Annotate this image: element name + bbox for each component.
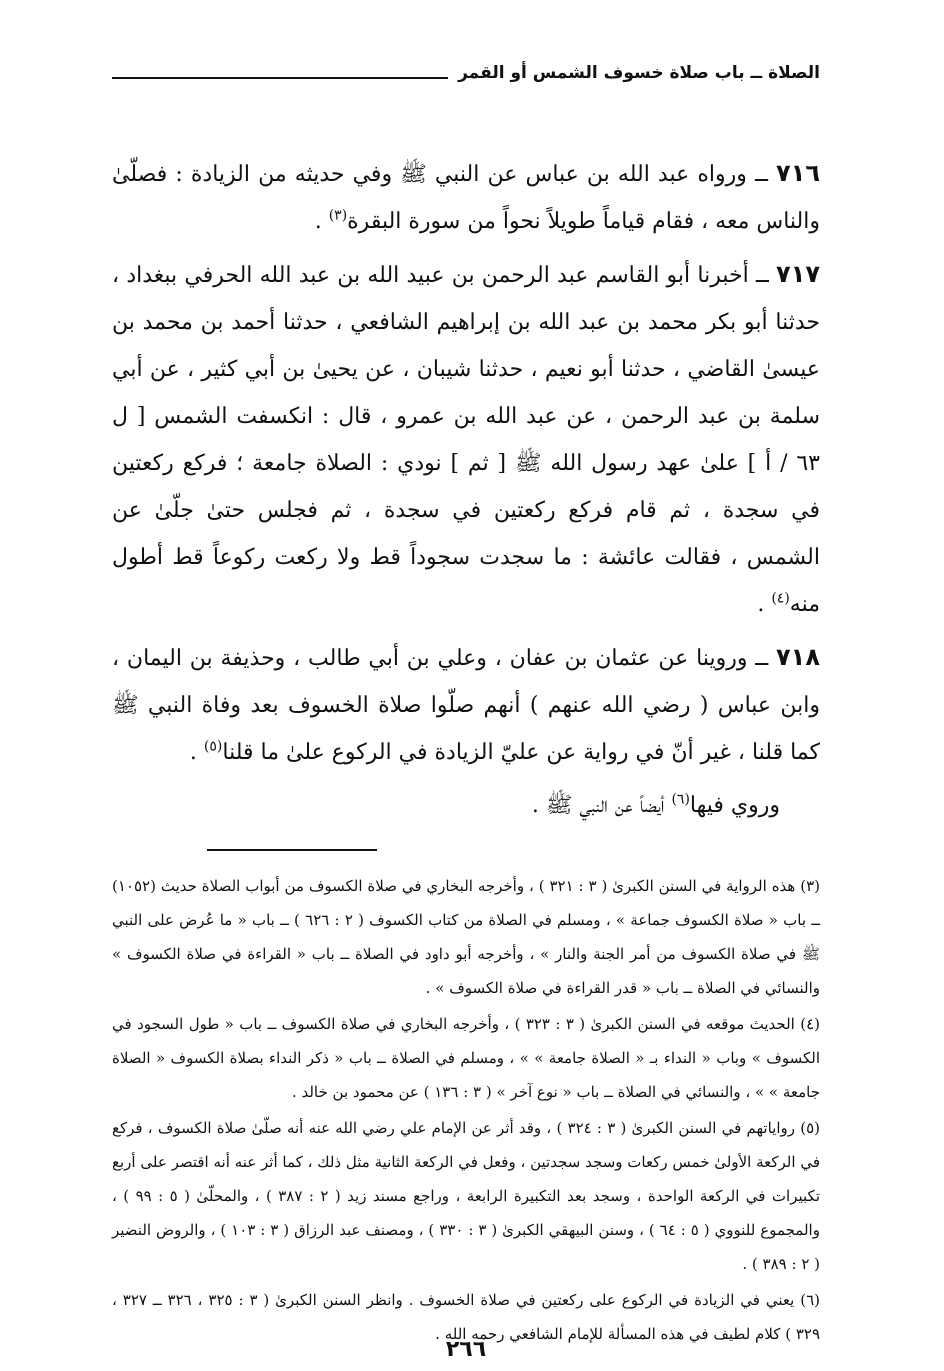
hadith-text: أخبرنا أبو القاسم عبد الرحمن بن عبيد الله بن عبد الله الحرفي ببغداد ، حدثنا أبو بكر محمد بن عبد الله بن إبراهيم الشافعي ، حدثنا أحمد بن محمد بن عيسىٰ القاضي ، حدثنا أبو نعيم ، حدثنا شيبان ، عن يحيىٰ بن أبي كثير ، عن أبي سلمة بن عبد الرحمن ، عن عبد الله بن عمرو ، قال : انكسفت الشمس [ ل ٦٣ / أ ] علىٰ عهد رسول الله ﷺ [ ثم ] نودي : الصلاة جامعة ؛ فركع ركعتين في سجدة ، ثم قام فركع ركعتين في سجدة ، ثم فجلس حتىٰ جلّىٰ عن الشمس ، فقالت عائشة : ما سجدت سجوداً قط ولا ركعت ركوعاً قط أطول منه [112,263,820,617]
hadith-number: ٧١٧ [776,260,820,288]
hadith-number: ٧١٦ [776,159,820,187]
book-page [112,52,820,1362]
footnote-separator [207,849,377,851]
hadith-716 [112,150,820,245]
hadith-dash: ــ [747,646,777,671]
hadith-tail: . [757,592,772,617]
hadith-717 [112,251,820,628]
header-rule [112,77,448,79]
hadith-tail: . [314,209,329,234]
footnotes [112,869,820,1351]
footnote-5: (٥) رواياتهم في السنن الكبرىٰ ( ٣ : ٣٢٤ ) ، وقد أثر عن الإمام علي رضي الله عنه أنه صلّىٰ صلاة الكسوف ، فركع في الركعة الأولىٰ خمس ركعات وسجد سجدتين ، وفعل في الركعة الثانية مثل ذلك ، كما أثر عنه أنه اقتصر على أربع تكبيرات في الركعة الواحدة ، وسجد بعد التكبيرة الرابعة ، وراجع مسند زيد ( ٢ : ٣٨٧ ) ، والمحلّىٰ ( ٥ : ٩٩ ) ، والمجموع للنووي ( ٥ : ٦٤ ) ، وسنن البيهقي الكبرىٰ ( ٣ : ٣٣٠ ) ، ومصنف عبد الرزاق ( ٣ : ١٠٣ ) ، والروض النضير ( ٢ : ٣٨٩ ) . [112,1119,820,1273]
hadith-dash: ــ [748,263,777,288]
footnote-ref: (٣) [328,207,348,224]
narration-text-before: وروي فيها [689,793,780,818]
footnote-6: (٦) يعني في الزيادة في الركوع على ركعتين في صلاة الخسوف . وانظر السنن الكبرىٰ ( ٣ : ٣٢٥ ، ٣٢٦ ــ ٣٢٧ ، ٣٢٩ ) كلام لطيف في هذه المسألة للإمام الشافعي رحمه الله . [112,1291,821,1343]
hadith-text: ورواه عبد الله بن عباس عن النبي ﷺ وفي حديثه من الزيادة : فصلّىٰ والناس معه ، فقام قياماً طويلاً نحواً من سورة البقرة [112,162,820,234]
hadith-718 [112,634,820,776]
hadith-dash: ــ [746,162,777,187]
footnote-3: (٣) هذه الرواية في السنن الكبرىٰ ( ٣ : ٣٢١ ) ، وأخرجه البخاري في صلاة الكسوف من أبواب الصلاة حديث (١٠٥٢) ــ باب « صلاة الكسوف جماعة » ، ومسلم في الصلاة من كتاب الكسوف ( ٢ : ٦٢٦ ) ــ باب « ما عُرض على النبي ﷺ في صلاة الكسوف من أمر الجنة والنار » ، وأخرجه أبو داود في الصلاة ــ باب « القراءة في صلاة الكسوف » والنسائي في الصلاة ــ باب « قدر القراءة في صلاة الكسوف » . [112,877,820,997]
page-number: ٢٦٦ [445,1337,487,1362]
narration-line [112,782,820,829]
footnote-ref: (٥) [203,738,223,755]
footnote-ref: (٤) [771,590,790,607]
footnote-ref: (٦) [671,791,690,808]
hadith-tail: . [189,740,204,765]
header-title: الصلاة ــ باب صلاة خسوف الشمس أو القمر [458,63,820,83]
narration-text-after: أيضاً عن النبي ﷺ . [531,793,672,818]
main-text [112,150,820,829]
hadith-text: وروينا عن عثمان بن عفان ، وعلي بن أبي طالب ، وحذيفة بن اليمان ، وابن عباس ( رضي الله عنهم ) أنهم صلّوا صلاة الخسوف بعد وفاة النبي ﷺ كما قلنا ، غير أنّ في رواية عن عليّ الزيادة في الركوع علىٰ ما قلنا [112,646,820,765]
footnote-4: (٤) الحديث موقعه في السنن الكبرىٰ ( ٣ : ٣٢٣ ) ، وأخرجه البخاري في صلاة الكسوف ــ باب « طول السجود في الكسوف » وباب « النداء بـ « الصلاة جامعة » » ، ومسلم في الصلاة ــ باب « ذكر النداء بصلاة الكسوف « الصلاة جامعة » » ، والنسائي في الصلاة ــ باب « نوع آخر » ( ٣ : ١٣٦ ) عن محمود بن خالد . [112,1015,820,1101]
running-header [112,52,820,94]
hadith-number: ٧١٨ [776,643,820,671]
